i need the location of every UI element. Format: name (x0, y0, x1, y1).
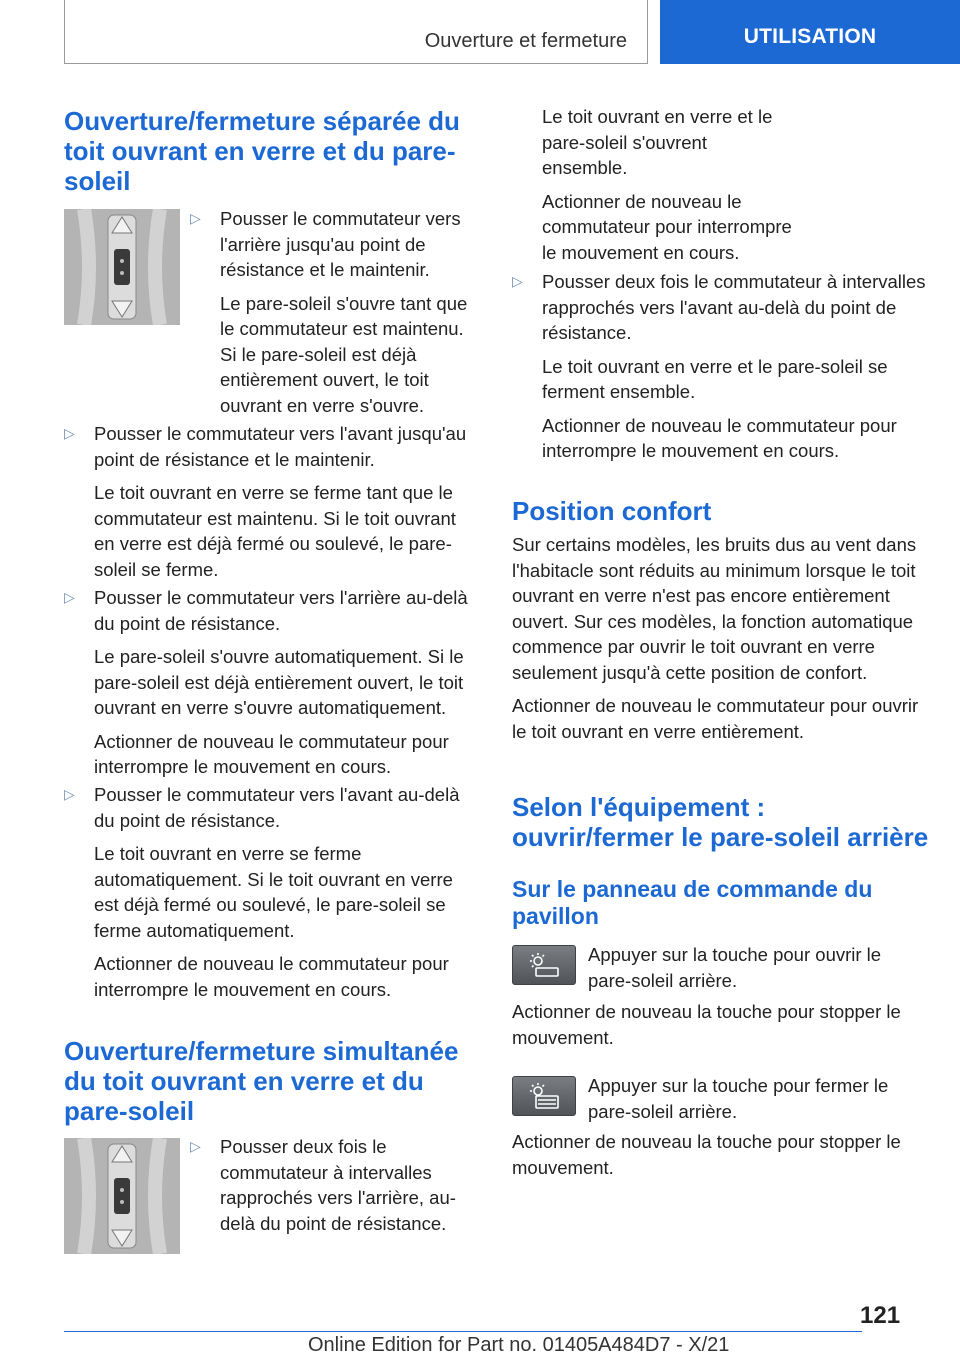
switch-photo-1 (64, 209, 180, 325)
key-close-description: Appuyer sur la touche pour fermer le pare-soleil arrière. (588, 1075, 889, 1122)
header-section-box (64, 0, 648, 64)
sunshade-close-key-icon (524, 1082, 564, 1110)
paragraph: Sur certains modèles, les bruits dus au vent dans l'habitacle sont réduits au minimum lorsque le toit ouvrant en verre n'est pas encore entièrement ouvert. Sur ces modèles, la fonction automatique commence par ouvrir le toit ouvrant en verre seulement jusqu'à cette position de confort. (512, 534, 917, 683)
key-open-description: Appuyer sur la touche pour ouvrir le pare-soleil arrière. (588, 944, 882, 991)
bullet-triangle-icon: ▷ (190, 210, 201, 226)
footer-divider (64, 1331, 862, 1332)
paragraph: Actionner de nouveau la touche pour stopper le mouvement. (512, 1001, 901, 1048)
bullet-text: Pousser le commutateur vers l'arrière au-delà du point de résistance. (94, 587, 468, 634)
bullet-triangle-icon: ▷ (190, 1138, 201, 1154)
bullet-triangle-icon: ▷ (64, 425, 75, 441)
continued-item (542, 104, 792, 265)
list-item-3 (64, 585, 480, 780)
header-section-title: Ouverture et fermeture (424, 30, 627, 52)
sunshade-open-key (512, 945, 576, 985)
bullet-paragraph: Le toit ouvrant en verre se ferme tant que le commutateur est maintenu. Si le toit ouvrant en verre est déjà fermé ou soulevé, le pare-soleil se ferme. (94, 482, 456, 580)
bullet-triangle-icon: ▷ (64, 589, 75, 605)
footer-edition: Online Edition for Part no. 01405A484D7 - X/21 (308, 1334, 730, 1356)
bullet-triangle-icon: ▷ (64, 786, 75, 802)
paragraph: Actionner de nouveau le commutateur pour ouvrir le toit ouvrant en verre entièrement. (512, 695, 919, 742)
bullet-paragraph: Le toit ouvrant en verre et le pare-soleil s'ouvrent ensemble. (542, 106, 773, 178)
bullet-text: Pousser le commutateur vers l'arrière jusqu'au point de résistance et le maintenir. (220, 208, 461, 280)
bullet-paragraph: Actionner de nouveau le commutateur pour interrompre le mouvement en cours. (94, 953, 449, 1000)
bullet-triangle-icon: ▷ (512, 273, 523, 289)
bullet-paragraph: Le pare-soleil s'ouvre tant que le commutateur est maintenu. Si le pare-soleil est déjà entièrement ouvert, le toit ouvrant en verre s'ouvre. (220, 292, 468, 416)
bullet-paragraph: Le toit ouvrant en verre se ferme automatiquement. Si le toit ouvrant en verre est déjà fermé ou soulevé, le pare-soleil se ferme automatiquement. (94, 843, 453, 941)
bullet-paragraph: Le pare-soleil s'ouvre automatiquement. Si le pare-soleil est déjà entièrement ouvert, le toit ouvrant en verre s'ouvre automatiquement. (94, 646, 464, 718)
list-item-6 (512, 269, 928, 464)
header-chapter-tab[interactable]: UTILISATION (660, 0, 960, 64)
heading-separate-opening: Ouverture/fermeture séparée du toit ouvrant en verre et du pare-soleil (64, 106, 460, 196)
list-item-5 (190, 1134, 480, 1236)
bullet-text: Pousser le commutateur vers l'avant au-delà du point de résistance. (94, 784, 460, 831)
bullet-text: Pousser deux fois le commutateur à intervalles rapprochés vers l'arrière, au-delà du point de résistance. (220, 1136, 456, 1234)
bullet-paragraph: Actionner de nouveau le commutateur pour interrompre le mouvement en cours. (542, 414, 897, 461)
roof-switch-image (64, 1138, 180, 1254)
bullet-paragraph: Actionner de nouveau le commutateur pour interrompre le mouvement en cours. (94, 730, 449, 777)
comfort-section-body (512, 532, 930, 744)
sunshade-open-key-icon (524, 951, 564, 979)
heading-rear-sunshade: Selon l'équipement : ouvrir/fermer le pare-soleil arrière (512, 792, 929, 852)
sunshade-close-key (512, 1076, 576, 1116)
page-number: 121 (860, 1302, 901, 1329)
paragraph: Actionner de nouveau la touche pour stopper le mouvement. (512, 1131, 901, 1178)
list-item-4 (64, 782, 480, 1002)
bullet-paragraph: Actionner de nouveau le commutateur pour interrompre le mouvement en cours. (542, 190, 792, 263)
bullet-text: Pousser deux fois le commutateur à intervalles rapprochés vers l'avant au-delà du point de résistance. (542, 271, 926, 343)
bullet-text: Pousser le commutateur vers l'avant jusqu'au point de résistance et le maintenir. (94, 423, 467, 470)
heading-simultaneous-opening: Ouverture/fermeture simultanée du toit ouvrant en verre et du pare-soleil (64, 1036, 459, 1126)
switch-photo-2 (64, 1138, 180, 1254)
bullet-paragraph: Le toit ouvrant en verre et le pare-soleil se ferment ensemble. (542, 355, 888, 402)
list-item-1 (190, 206, 480, 418)
roof-switch-image (64, 209, 180, 325)
heading-comfort-position: Position confort (512, 496, 712, 526)
subheading-roof-panel: Sur le panneau de commande du pavillon (512, 876, 873, 929)
list-item-2 (64, 421, 480, 582)
